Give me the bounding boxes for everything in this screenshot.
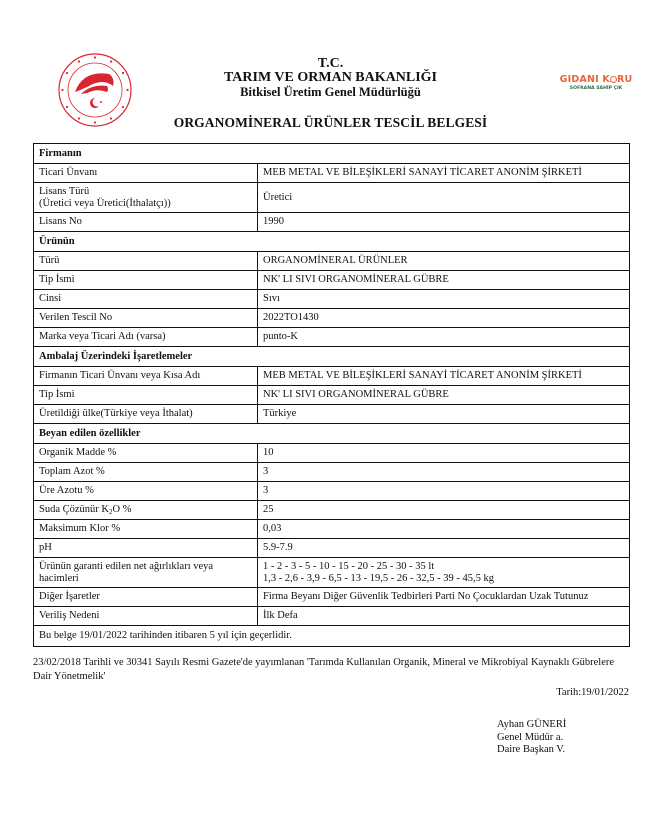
row-value: 0,03: [258, 520, 630, 539]
row-label: Tip İsmi: [34, 271, 258, 290]
row-value: Türkiye: [258, 405, 630, 424]
signatory-name: Ayhan GÜNERİ: [497, 719, 567, 730]
row-label: Firmanın Ticari Ünvanı veya Kısa Adı: [34, 367, 258, 386]
table-row: [34, 271, 630, 290]
row-label: [34, 501, 258, 520]
table-row: [34, 309, 630, 328]
row-label: Üretildiği ülke(Türkiye veya İthalat): [34, 405, 258, 424]
row-label: Marka veya Ticari Adı (varsa): [34, 328, 258, 347]
section-heading-declared: [34, 424, 630, 444]
table-row: [34, 386, 630, 405]
row-value: 1990: [258, 213, 630, 232]
table-row: [34, 539, 630, 558]
table-row: [34, 444, 630, 463]
row-value: NK' LI SIVI ORGANOMİNERAL GÜBRE: [258, 271, 630, 290]
table-row: [34, 328, 630, 347]
row-value: 5.9-7.9: [258, 539, 630, 558]
row-value: MEB METAL VE BİLEŞİKLERİ SANAYİ TİCARET ANONİM ŞİRKETİ: [258, 164, 630, 183]
section-label: Beyan edilen özellikler: [34, 424, 630, 444]
table-row: [34, 164, 630, 183]
row-label-text: O %: [112, 504, 132, 515]
row-value: 3: [258, 463, 630, 482]
row-label: Toplam Azot %: [34, 463, 258, 482]
validity-text: Bu belge 19/01/2022 tarihinden itibaren 5 yıl için geçerlidir.: [34, 626, 630, 647]
row-value-line: 1,3 - 2,6 - 3,9 - 6,5 - 13 - 19,5 - 26 - 32,5 - 39 - 45,5 kg: [263, 572, 494, 584]
row-value-line: 1 - 2 - 3 - 5 - 10 - 15 - 20 - 25 - 30 - 35 lt: [263, 560, 435, 572]
row-label: Verilen Tescil No: [34, 309, 258, 328]
row-label: Cinsi: [34, 290, 258, 309]
table-row: [34, 290, 630, 309]
signature-block: [497, 719, 566, 757]
validity-row: [34, 626, 630, 647]
row-label-line: Lisans Türü: [39, 185, 90, 197]
section-heading-product: [34, 232, 630, 252]
row-value: Sıvı: [258, 290, 630, 309]
row-label-line: hacimleri: [39, 572, 79, 584]
table-row: [34, 183, 630, 213]
row-value: İlk Defa: [258, 607, 630, 626]
row-label-text: Suda Çözünür K: [39, 504, 109, 515]
section-label: Ambalaj Üzerindeki İşaretlemeler: [34, 347, 630, 367]
row-label-line: (Üretici veya Üretici(İthalatçı)): [39, 197, 171, 209]
signatory-title: Genel Müdür a.: [497, 731, 564, 743]
table-row: [34, 558, 630, 588]
table-row: [34, 588, 630, 607]
row-label: Maksimum Klor %: [34, 520, 258, 539]
table-row: [34, 463, 630, 482]
row-label: Diğer İşaretler: [34, 588, 258, 607]
section-heading-firm: [34, 144, 630, 164]
table-row: [34, 367, 630, 386]
row-value: 3: [258, 482, 630, 501]
section-heading-packaging: [34, 347, 630, 367]
row-value: MEB METAL VE BİLEŞİKLERİ SANAYİ TİCARET ANONİM ŞİRKETİ: [258, 367, 630, 386]
header-ministry: TARIM VE ORMAN BAKANLIĞI: [224, 70, 437, 85]
row-label: Üre Azotu %: [34, 482, 258, 501]
table-row: [34, 252, 630, 271]
header-directorate: Bitkisel Üretim Genel Müdürlüğü: [240, 85, 421, 99]
row-label: Ticari Ünvanı: [34, 164, 258, 183]
row-label: [34, 558, 258, 588]
row-label-line: Ürünün garanti edilen net ağırlıkları veya: [39, 560, 214, 572]
table-row: [34, 213, 630, 232]
section-label: Ürünün: [34, 232, 630, 252]
issue-date: Tarih:19/01/2022: [556, 687, 629, 698]
brand-name: GIDANI K RU: [559, 74, 633, 85]
table-row: [34, 607, 630, 626]
row-label: Veriliş Nedeni: [34, 607, 258, 626]
header-tc: T.C.: [317, 56, 344, 71]
section-label: Firmanın: [34, 144, 630, 164]
row-label: Lisans No: [34, 213, 258, 232]
row-value: 2022TO1430: [258, 309, 630, 328]
table-row: [34, 501, 630, 520]
row-value: 25: [258, 501, 630, 520]
table-row: [34, 405, 630, 424]
row-value: punto-K: [258, 328, 630, 347]
row-value: Üretici: [258, 183, 630, 213]
signatory-title: Daire Başkan V.: [497, 744, 566, 755]
table-row: [34, 520, 630, 539]
row-value: NK' LI SIVI ORGANOMİNERAL GÜBRE: [258, 386, 630, 405]
row-label: Tip İsmi: [34, 386, 258, 405]
row-label: [34, 183, 258, 213]
row-value: Firma Beyanı Diğer Güvenlik Tedbirleri Parti No Çocuklardan Uzak Tutunuz: [258, 588, 630, 607]
row-label: Türü: [34, 252, 258, 271]
page-title: ORGANOMİNERAL ÜRÜNLER TESCİL BELGESİ: [173, 115, 488, 130]
row-value: 10: [258, 444, 630, 463]
row-label: Organik Madde %: [34, 444, 258, 463]
table-row: [34, 482, 630, 501]
subscript: 2: [109, 508, 113, 516]
certificate-table: [33, 143, 630, 647]
row-label: pH: [34, 539, 258, 558]
row-value: [258, 558, 630, 588]
brand-tagline: SOFRANA SAHİP ÇIK: [569, 86, 623, 91]
row-value: ORGANOMİNERAL ÜRÜNLER: [258, 252, 630, 271]
legal-note: 23/02/2018 Tarihli ve 30341 Sayılı Resmi Gazete'de yayımlanan 'Tarımda Kullanılan Organik, Mineral ve Mikrobiyal Kaynaklı Gübrelere Dair Yönetmelik': [33, 657, 615, 682]
